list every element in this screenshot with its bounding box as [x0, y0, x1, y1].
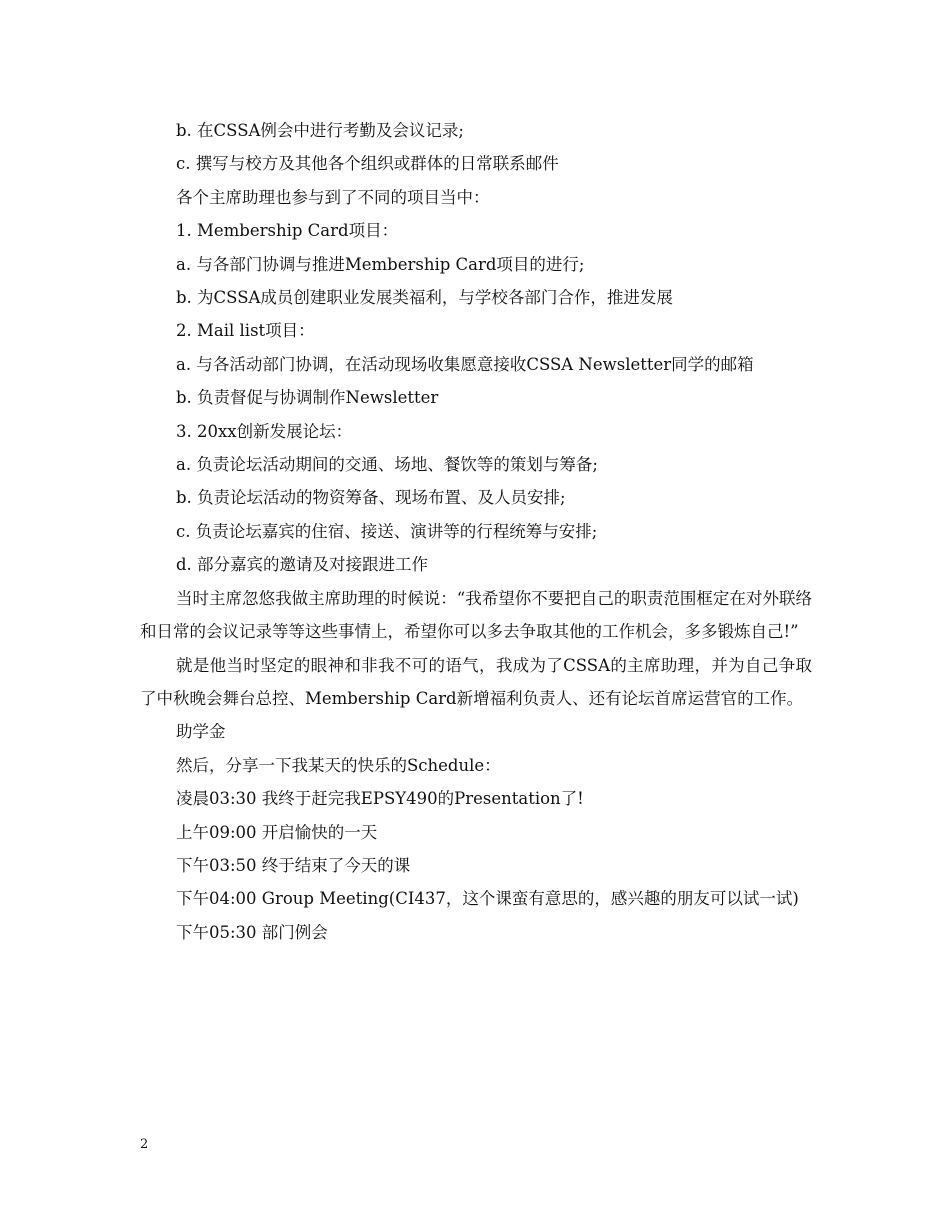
- paragraph: c. 负责论坛嘉宾的住宿、接送、演讲等的行程统筹与安排;: [176, 521, 598, 541]
- paragraph: 下午05:30 部门例会: [176, 922, 328, 942]
- paragraph: 下午04:00 Group Meeting(CI437，这个课蛮有意思的，感兴趣的朋友可以试一试): [176, 889, 799, 909]
- paragraph: 下午03:50 终于结束了今天的课: [176, 855, 411, 875]
- paragraph: a. 与各活动部门协调，在活动现场收集愿意接收CSSA Newsletter同学的邮箱: [176, 354, 754, 374]
- paragraph: b. 负责论坛活动的物资筹备、现场布置、及人员安排;: [176, 488, 566, 508]
- paragraph: 2. Mail list项目：: [176, 321, 315, 341]
- document-body: [140, 114, 812, 949]
- paragraph: c. 撰写与校方及其他各个组织或群体的日常联系邮件: [176, 154, 559, 174]
- paragraph: d. 部分嘉宾的邀请及对接跟进工作: [176, 555, 429, 575]
- paragraph: 然后，分享一下我某天的快乐的Schedule：: [176, 755, 501, 775]
- paragraph: b. 为CSSA成员创建职业发展类福利，与学校各部门合作，推进发展: [176, 288, 673, 308]
- paragraph: 上午09:00 开启愉快的一天: [176, 822, 378, 842]
- paragraph: a. 负责论坛活动期间的交通、场地、餐饮等的策划与筹备;: [176, 455, 598, 475]
- paragraph: a. 与各部门协调与推进Membership Card项目的进行;: [176, 254, 585, 274]
- paragraph: 各个主席助理也参与到了不同的项目当中：: [176, 187, 490, 207]
- paragraph: b. 在CSSA例会中进行考勤及会议记录;: [176, 121, 464, 140]
- paragraph: 3. 20xx创新发展论坛：: [176, 421, 353, 441]
- paragraph: 助学金: [176, 722, 226, 742]
- page-number: 2: [140, 1137, 149, 1152]
- paragraph: b. 负责督促与协调制作Newsletter: [176, 388, 439, 408]
- paragraph: 当时主席忽悠我做主席助理的时候说：“我希望你不要把自己的职责范围框定在对外联络和日常的会议记录等等这些事情上，希望你可以多去争取其他的工作机会，多多锻炼自己!”: [140, 588, 812, 642]
- paragraph: 凌晨03:30 我终于赶完我EPSY490的Presentation了!: [176, 789, 584, 809]
- paragraph: 就是他当时坚定的眼神和非我不可的语气，我成为了CSSA的主席助理，并为自己争取了中秋晚会舞台总控、Membership Card新增福利负责人、还有论坛首席运营官的工作。: [140, 655, 812, 708]
- paragraph: 1. Membership Card项目：: [176, 221, 399, 241]
